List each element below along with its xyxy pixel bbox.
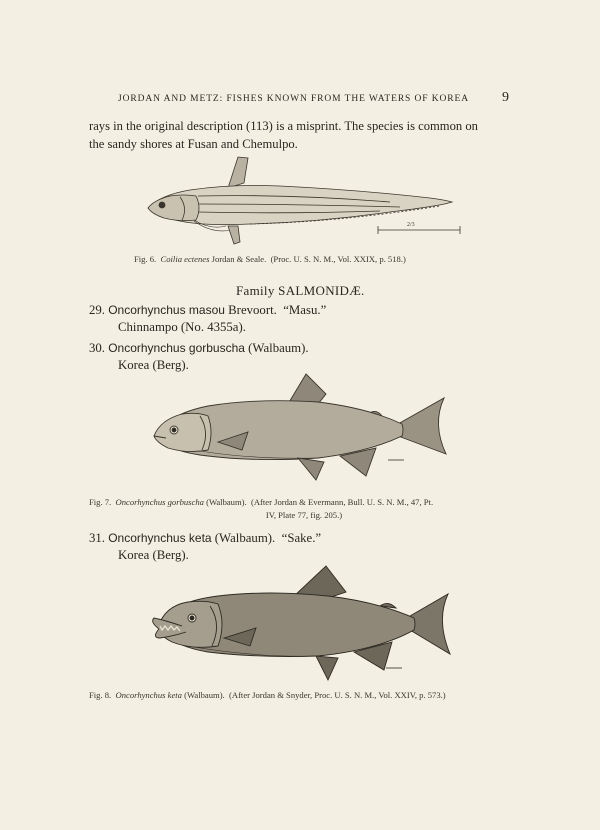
figure-6-scale-label: 2/3: [407, 222, 415, 228]
figure-8-species: Oncorhynchus keta: [115, 690, 182, 700]
figure-7-source-line-1: (After Jordan & Evermann, Bull. U. S. N. M., 47, Pt.: [250, 497, 434, 507]
figure-6-species: Coilia ectenes: [160, 254, 210, 264]
figure-7-gorbuscha-illustration: [148, 372, 458, 494]
figure-6-caption: [134, 254, 406, 264]
species-31-common-name: “Sake.”: [281, 531, 322, 545]
species-30-authority: (Walbaum).: [248, 341, 309, 355]
intro-line-2: the sandy shores at Fusan and Chemulpo.: [89, 137, 298, 151]
species-29-number: 29.: [89, 303, 105, 317]
species-30-name: Oncorhynchus gorbuscha: [108, 341, 245, 355]
figure-8-authority: (Walbaum).: [184, 690, 225, 700]
species-31-entry: [89, 530, 321, 564]
figure-7-caption: [89, 497, 519, 520]
running-header: JORDAN AND METZ: FISHES KNOWN FROM THE WATERS OF KOREA: [118, 94, 469, 104]
family-heading: Family SALMONIDÆ.: [236, 283, 365, 298]
species-31-authority: (Walbaum).: [214, 531, 276, 545]
intro-line-1: rays in the original description (113) is a misprint. The species is common on: [89, 119, 478, 133]
figure-6-coilia-illustration: [140, 150, 470, 250]
figure-8-keta-illustration: [148, 562, 458, 684]
figure-6-source: (Proc. U. S. N. M., Vol. XXIX, p. 518.): [270, 254, 406, 264]
figure-8-caption: [89, 690, 446, 700]
species-30-entry: [89, 340, 309, 374]
species-31-title-line: [89, 530, 321, 547]
species-29-authority: Brevoort.: [228, 303, 277, 317]
figure-7-label: Fig. 7.: [89, 497, 112, 507]
figure-6-authority: Jordan & Seale.: [211, 254, 267, 264]
figure-8-source: (After Jordan & Snyder, Proc. U. S. N. M., Vol. XXIV, p. 573.): [229, 690, 446, 700]
species-31-name: Oncorhynchus keta: [108, 531, 212, 545]
species-29-entry: [89, 302, 326, 336]
species-29-common-name: “Masu.”: [283, 303, 327, 317]
figure-7-source-line-2: IV, Plate 77, fig. 205.): [265, 510, 343, 520]
figure-7-authority: (Walbaum).: [206, 497, 247, 507]
species-29-title-line: [89, 302, 326, 319]
species-31-number: 31.: [89, 531, 105, 545]
species-30-locality: Korea (Berg).: [118, 358, 189, 372]
figure-7-caption-line-1: [89, 497, 519, 507]
species-29-name: Oncorhynchus masou: [108, 303, 225, 317]
species-31-locality: Korea (Berg).: [118, 548, 189, 562]
species-29-locality: Chinnampo (No. 4355a).: [118, 320, 246, 334]
figure-6-label: Fig. 6.: [134, 254, 157, 264]
intro-paragraph: [89, 117, 519, 153]
figure-8-label: Fig. 8.: [89, 690, 112, 700]
species-30-title-line: [89, 340, 309, 357]
figure-7-species: Oncorhynchus gorbuscha: [115, 497, 204, 507]
species-30-number: 30.: [89, 341, 105, 355]
page-number: 9: [502, 90, 509, 105]
